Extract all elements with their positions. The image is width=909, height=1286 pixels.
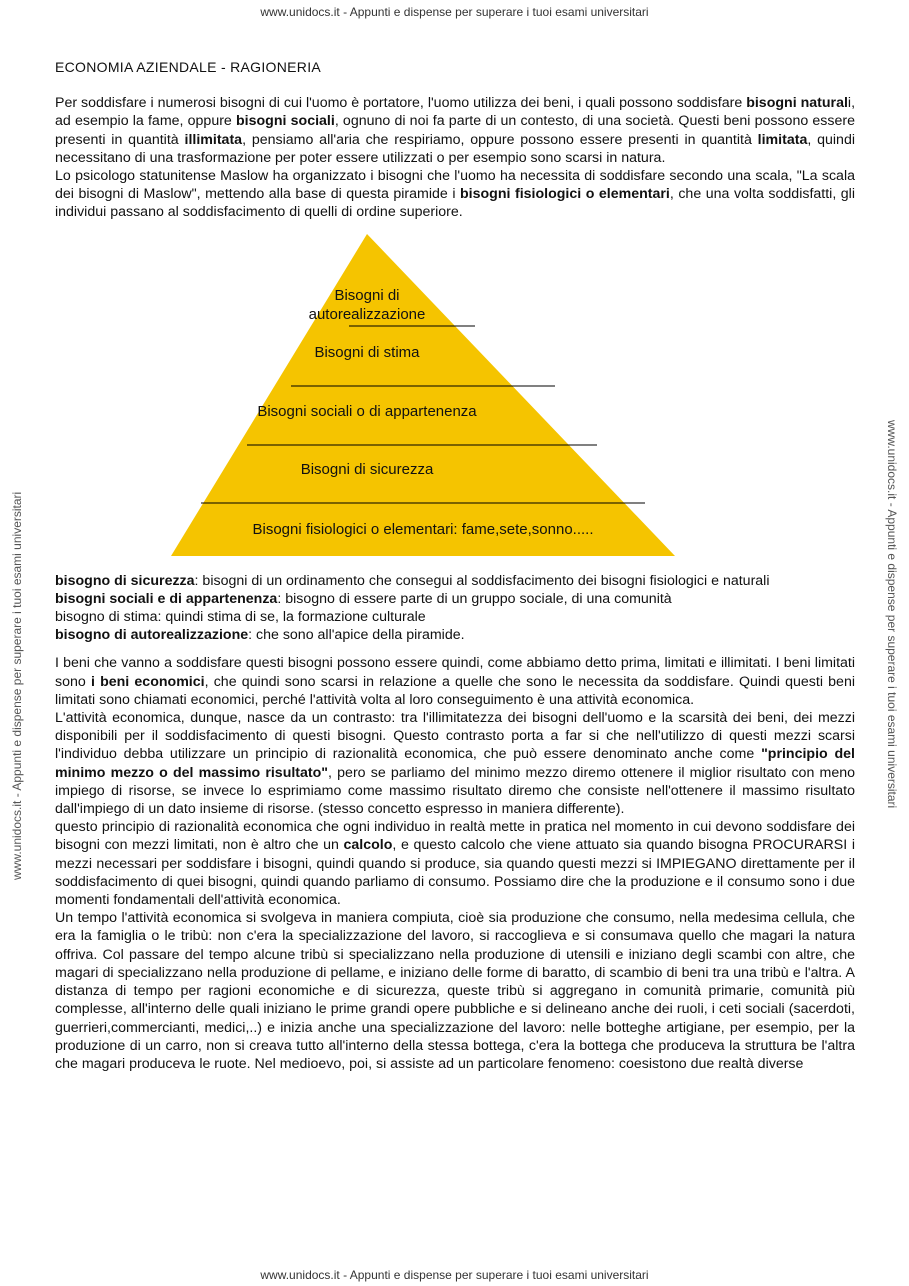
bold-term: bisogni natural [746, 95, 848, 112]
intro-paragraph-1 [55, 94, 855, 167]
definition-stima [55, 608, 855, 626]
text-segment: bisogno di stima: quindi stima di se, la formazione culturale [55, 609, 426, 626]
pyramid-level-sociali: Bisogni sociali o di appartenenza [257, 402, 477, 420]
text-segment: : bisogni di un ordinamento che consegui al soddisfacimento dei bisogni fisiologici e naturali [194, 572, 770, 589]
bold-term: calcolo [343, 837, 393, 854]
body-paragraph-4 [55, 909, 855, 1073]
text-segment: , pensiamo all'aria che respiriamo, oppure possono essere presenti in quantità [242, 131, 758, 148]
watermark-right: www.unidocs.it - Appunti e dispense per superare i tuoi esami universitari [885, 420, 899, 809]
pyramid-level-top-line2: autorealizzazione [308, 305, 426, 323]
bold-term: "principio del minimo mezzo o del massimo risultato" [55, 746, 855, 781]
body-paragraph-1 [55, 654, 855, 709]
pyramid-level-stima: Bisogni di stima [314, 343, 420, 361]
text-segment: , e questo calcolo che viene attuato sia quando bisogna PROCURARSI i mezzi necessari per soddisfare i bisogni, quindi quando si produce, sia quando questi mezzi si IMPIEGANO direttamente per il soddisfacimento di quei bisogni, quindi quando parliamo di consumo. Possiamo dire che la produzione e il consumo sono i due momenti fondamentali dell'attività economica. [55, 837, 855, 909]
text-segment: L'attività economica, dunque, nasce da un contrasto: tra l'illimitatezza dei bisogni dell'uomo e la scarsità dei beni, dei mezzi disponibili per il soddisfacimento di questi bisogni. Questo contrasto porta a far si che nell'utilizzo di questi mezzi scarsi l'individuo debba utilizzare un principio di razionalità economica, che può essere denominato anche come [55, 710, 855, 763]
text-segment: , pero se parliamo del minimo mezzo diremo ottenere il miglior risultato con meno impiego di risorse, se invece lo esprimiamo come massimo risultato diremo che consiste nell'ottenere il massimo risultato dall'impiego di un dato insieme di risorse. (stesso concetto espresso in maniera differente). [55, 764, 856, 818]
bold-term: bisogno di autorealizzazione [55, 627, 249, 644]
body-paragraph-3 [55, 818, 855, 909]
definition-sicurezza [55, 572, 855, 590]
watermark-left: www.unidocs.it - Appunti e dispense per superare i tuoi esami universitari [10, 491, 24, 880]
bold-term: bisogno di sicurezza [55, 572, 195, 589]
text-segment: , che una volta soddisfatti, gli individui passano al soddisfacimento di quelli di ordine superiore. [55, 186, 855, 221]
text-segment: I beni che vanno a soddisfare questi bisogni possono essere quindi, come abbiamo detto prima, limitati e illimitati. I beni limitati sono [55, 655, 855, 690]
intro-paragraph-2 [55, 167, 855, 222]
watermark-bottom: www.unidocs.it - Appunti e dispense per superare i tuoi esami universitari [260, 1268, 649, 1282]
text-segment: i, ad esempio la fame, oppure [55, 95, 856, 130]
pyramid-level-sicurezza: Bisogni di sicurezza [300, 460, 434, 478]
definition-sociali [55, 590, 855, 608]
text-segment: Un tempo l'attività economica si svolgeva in maniera compiuta, cioè sia produzione che consumo, nella medesima cellula, che era la famiglia o le tribù: non c'era la specializzazione del lavoro, si raccoglieva e si consumava quello che magari la natura offriva. Col passare del tempo alcune tribù si specializzano nella produzione di utensili e iniziano degli scambi con altre, che magari di specializzano nella produzione di pellame, e iniziano delle forme di baratto, di scambio di beni tra una tribù e l'altra. A distanza di tempo per ragioni economiche e di sicurezza, queste tribù si aggregano in comunità primarie, comunità più complesse, all'interno delle quali iniziano le prime grandi opere pubbliche e si delineano anche dei ruoli, i ceti sociali (sacerdoti, guerrieri,commercianti, medici,..) e inizia anche una specializzazione del lavoro: nelle botteghe artigiane, per esempio, per la produzione di un carro, non si creava tutto all'interno della stessa bottega, c'era la bottega che produceva la struttura be l'altra che magari produceva le ruote. Nel medioevo, poi, si assiste ad un particolare fenomeno: coesistono due realtà diverse [55, 910, 855, 1072]
text-segment: questo principio di razionalità economica che ogni individuo in realtà mette in pratica nel momento in cui devono soddisfare dei bisogni con mezzi limitati, non è altro che un [55, 819, 855, 854]
body-paragraph-2 [55, 709, 855, 818]
text-segment: : bisogno di essere parte di un gruppo sociale, di una comunità [277, 590, 672, 607]
pyramid-level-fisiologici: Bisogni fisiologici o elementari: fame,sete,sonno..... [252, 520, 594, 538]
bold-term: bisogni sociali [236, 113, 335, 130]
definition-autorealizzazione [55, 626, 855, 644]
bold-term: bisogni fisiologici o elementari [460, 186, 670, 203]
text-segment: , che quindi sono scarsi in relazione a quelle che sono le necessita da soddisfare. Quindi questi beni limitati sono chiamati economici, perché l'attività volta al loro conseguimento è una attività economica. [55, 673, 855, 708]
bold-term: limitata [757, 131, 808, 148]
document-title: ECONOMIA AZIENDALE - RAGIONERIA [55, 59, 322, 75]
definitions-list [55, 572, 855, 645]
text-segment: Lo psicologo statunitense Maslow ha organizzato i bisogni che l'uomo ha necessita di soddisfare secondo una scala, "La scala dei bisogni di Maslow", mettendo alla base di questa piramide i [55, 168, 855, 203]
watermark-top: www.unidocs.it - Appunti e dispense per superare i tuoi esami universitari [260, 5, 649, 19]
pyramid-graphic [55, 226, 855, 566]
bold-term: bisogni sociali e di appartenenza [55, 590, 278, 607]
bold-term: i beni economici [90, 673, 205, 690]
text-segment: Per soddisfare i numerosi bisogni di cui l'uomo è portatore, l'uomo utilizza dei beni, i quali possono soddisfare [55, 95, 747, 112]
text-segment: : che sono all'apice della piramide. [248, 627, 465, 644]
pyramid-level-top-line1: Bisogni di [334, 286, 400, 304]
text-segment: , quindi necessitano di una trasformazione per poter essere utilizzati o per esempio sono scarsi in natura. [55, 131, 855, 166]
pyramid-triangle [171, 234, 675, 556]
text-segment: , ognuno di noi fa parte di un contesto, di una società. Questi beni possono essere presenti in quantità [55, 113, 855, 148]
maslow-pyramid [55, 226, 855, 566]
bold-term: illimitata [184, 131, 243, 148]
document-content [55, 58, 855, 1073]
